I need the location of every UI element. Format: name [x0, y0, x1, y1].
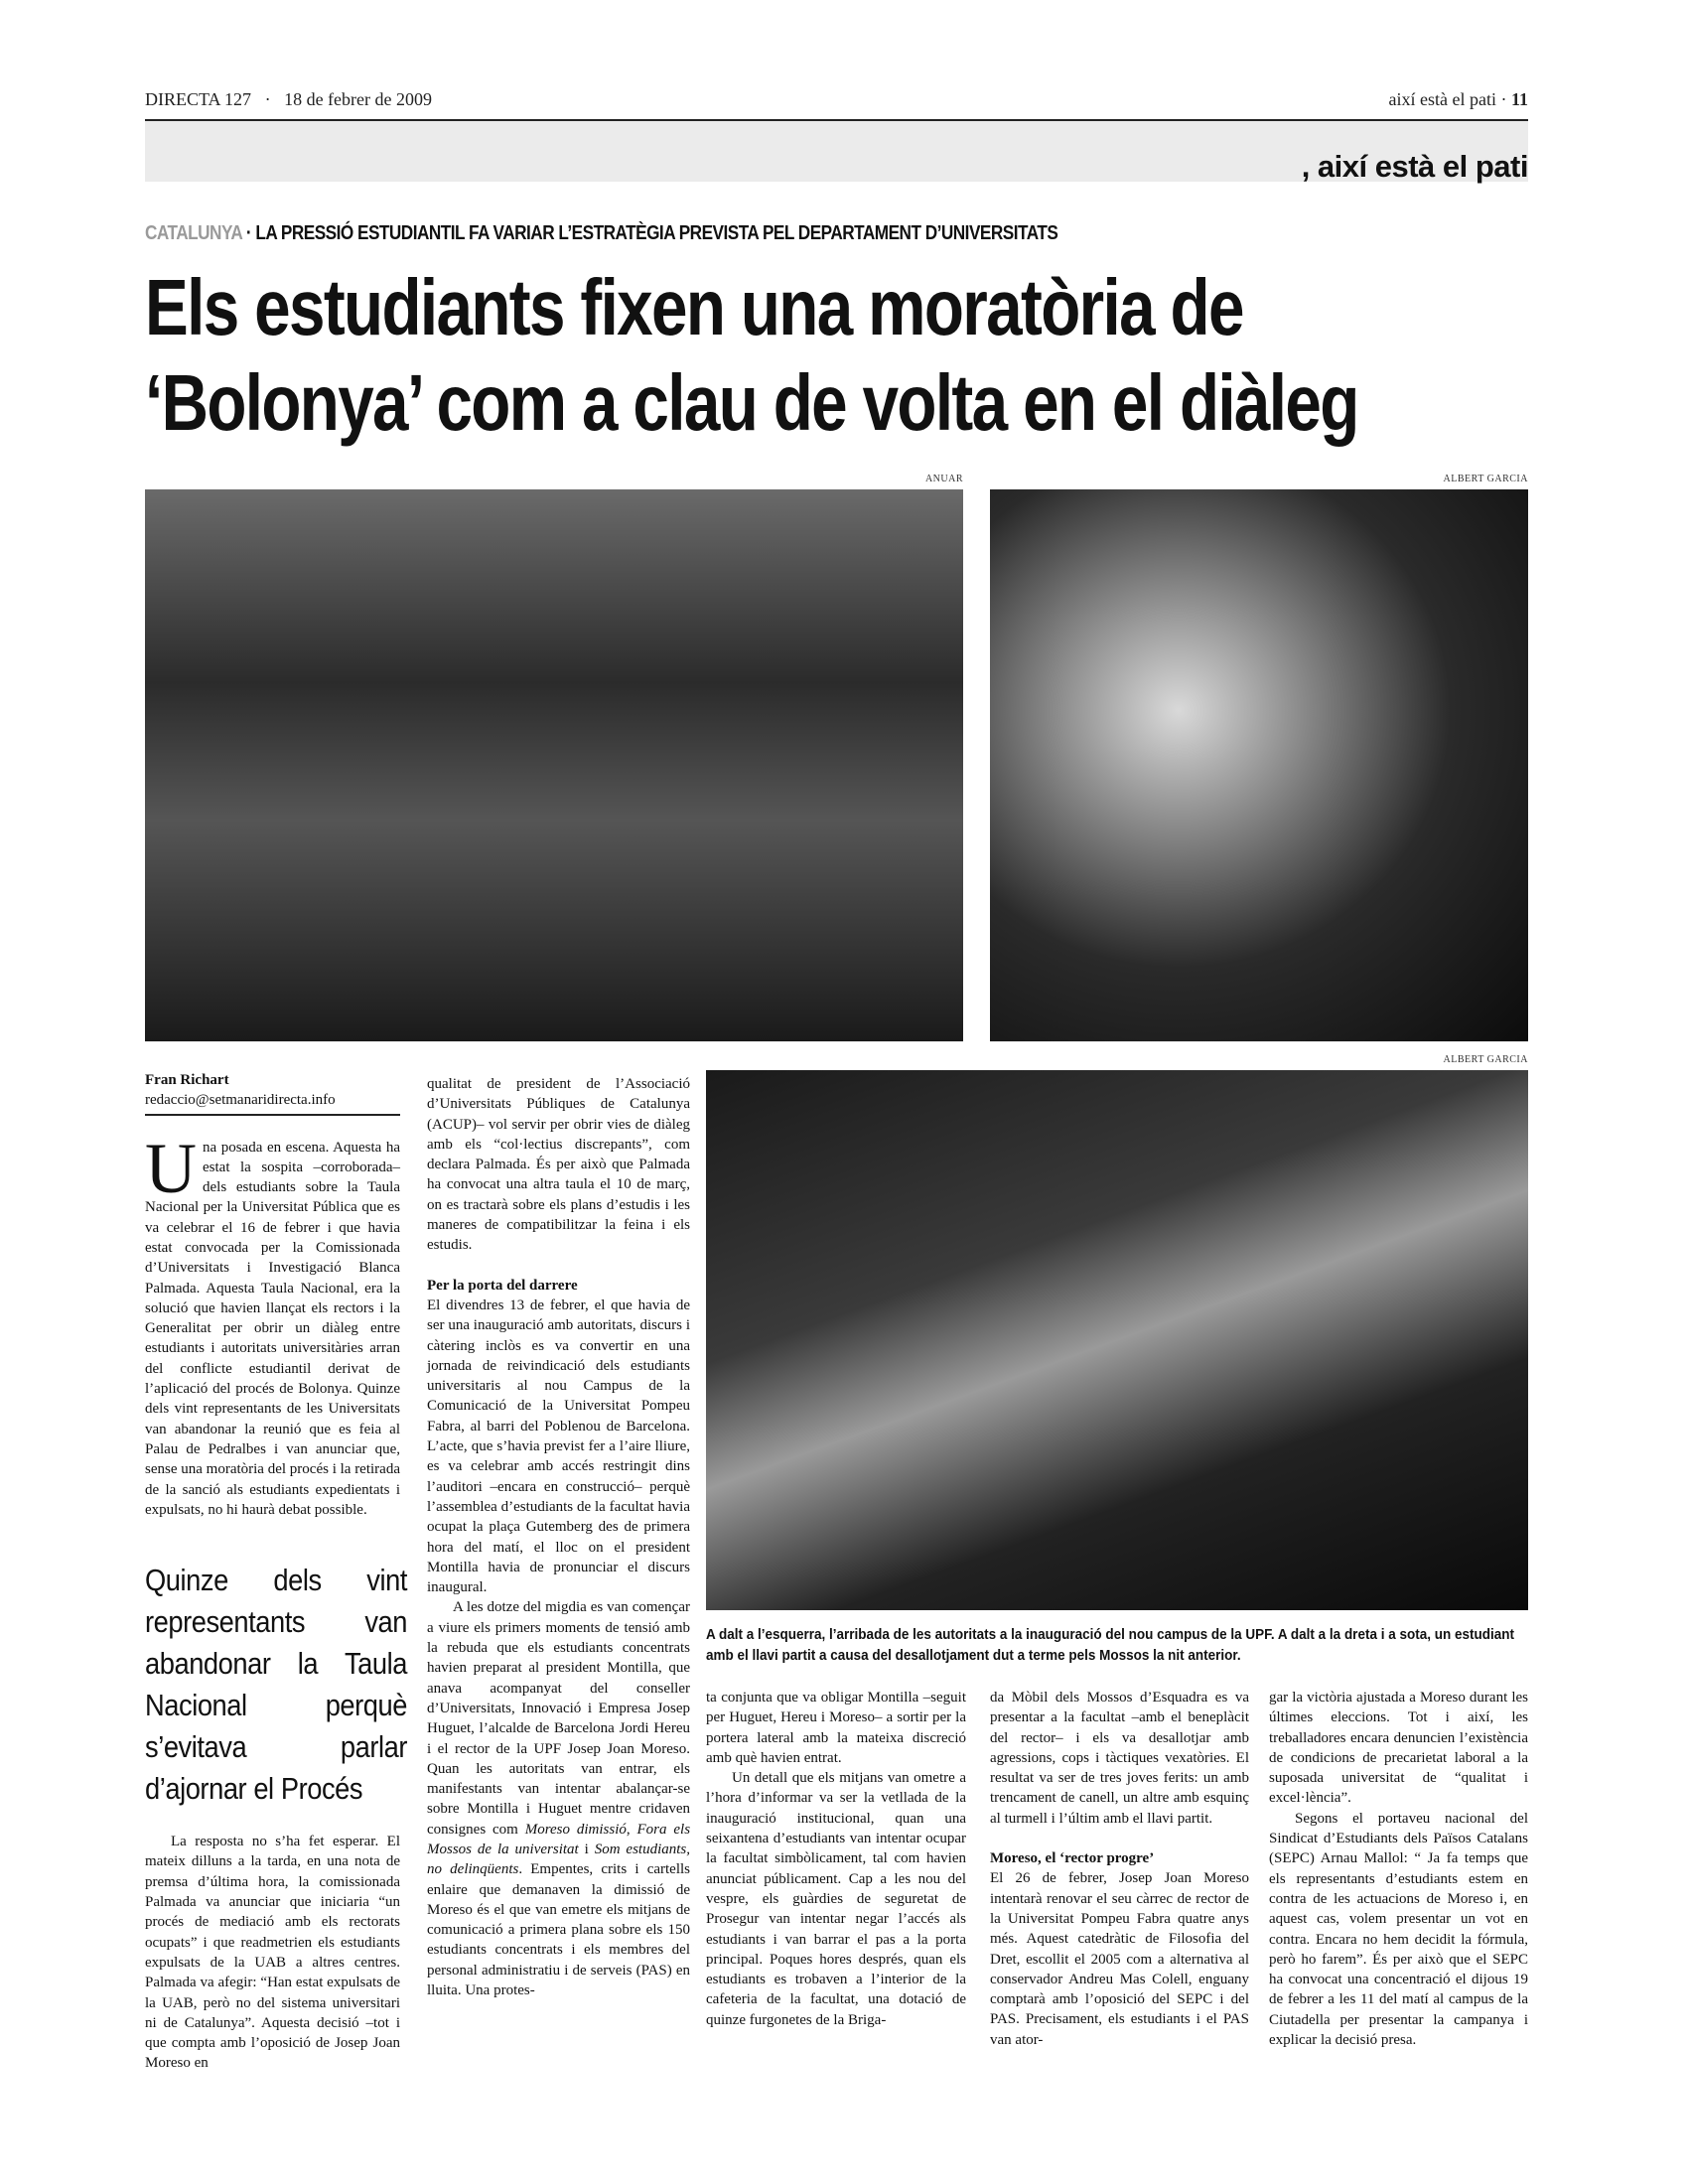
paragraph: El divendres 13 de febrer, el que havia de ser una inauguració amb autoritats, discurs i càtering inclòs es va convertir en una jornada de reivindicació dels estudiants universitaris al nou Campus de la Comunicació de la Universitat Pompeu Fabra, al barri del Poblenou de Barcelona. L’acte, que s’havia previst fer a l’aire lliure, es va celebrar amb accés restringit dins l’auditori –encara en construcció– perquè l’assemblea d’estudiants de la facultat havia ocupat la plaça Gutemberg des de primera hora del matí, el lloc on el president Montilla havia de pronunciar el discurs inaugural.	[427, 1297, 690, 1596]
byline-rule	[145, 1114, 400, 1116]
headline-line-2: ‘Bolonya’ com a clau de volta en el diàleg	[145, 358, 1358, 447]
byline	[145, 1070, 400, 1116]
author-name: Fran Richart	[145, 1072, 229, 1088]
photo-credit: ALBERT GARCIA	[1443, 474, 1528, 484]
paragraph: Un detall que els mitjans van ometre a l’hora d’informar va ser la vetllada de la inauguració institucional, quan una seixantena d’estudiants van intentar ocupar la facultat simbòlicament, tal com havien anunciat públicament. Cap a les nou del vespre, els guàrdies de seguretat de Prosegur van intentar negar l’accés als estudiants i van barrar el pas a la porta principal. Poques hores després, quan els estudiants es trobaven a l’interior de la cafeteria de la facultat, una dotació de quinze furgonetes de la Briga-	[706, 1770, 966, 2028]
photo-credit: ANUAR	[924, 474, 963, 484]
slogan: Moreso dimissió	[524, 1821, 627, 1838]
article-column-5	[1269, 1688, 1528, 2050]
section-banner: , així està el pati	[1301, 149, 1528, 184]
article-column-4	[990, 1688, 1249, 2050]
kicker	[145, 222, 1057, 245]
subheading: Per la porta del darrere	[427, 1277, 578, 1294]
text: i	[578, 1841, 595, 1857]
paragraph: da Mòbil dels Mossos d’Esquadra es va presentar a la facultat –amb el beneplàcit del rector– i els va desallotjar amb agressions, cops i tàctiques vexatòries. El resultat va ser de tres joves ferits: un amb trencament de canell, un altre amb esquinç al turmell i l’últim amb el llavi partit.	[990, 1690, 1249, 1827]
text: ,	[626, 1821, 637, 1838]
slogan: Fora els Mossos de la universitat	[427, 1821, 691, 1857]
running-header-right	[1389, 89, 1528, 110]
paragraph: La resposta no s’ha fet esperar. El mateix dilluns a la tarda, en una nota de premsa d’última hora, la comissionada Palmada va anunciar que iniciaria “un procés de mediació amb els rectorats ocupats” i que readmetrien els estudiants expulsats de la UAB a altres centres. Palmada va afegir: “Han estat expulsats de la UAB, però no del sistema universitari ni de Catalunya”. Aquesta decisió –tot i que compta amb l’oposició de Josep Joan Moreso en	[145, 1834, 400, 2072]
paragraph-text: na posada en escena. Aquesta ha estat la sospita –corroborada– dels estudiants sobre la Taula Nacional per la Universitat Pública que es va celebrar el 16 de febrer i que havia estat convocada per la Comissionada d’Universitats i Investigació Blanca Palmada. Aquesta Taula Nacional, era la solució que havien llançat els rectors i la Generalitat per obrir un diàleg entre estudiants i autoritats universitàries arran del conflicte estudiantil derivat de l’aplicació del procés de Bolonya. Quinze dels vint representants de les Universitats van abandonar la reunió que es feia al Palau de Pedralbes i van anunciar que, sense una moratòria del procés i la retirada de la sanció als estudiants expedientats i expulsats, no hi haurà debat possible.	[145, 1139, 400, 1518]
article-column-3	[706, 1688, 966, 2030]
text: . Empentes, crits i cartells enlaire que demanaven la dimissió de Moreso és el que van emetre els mitjans de comunicació a primera plana sobre els 150 estudiants concentrats i els membres del personal administratiu i de serveis (PAS) en lluita. Una protes-	[427, 1861, 691, 1999]
article-column-2	[427, 1074, 690, 2000]
paragraph: El 26 de febrer, Josep Joan Moreso intentarà renovar el seu càrrec de rector de la Universitat Pompeu Fabra quatre anys més. Aquest catedràtic de Filosofia del Dret, escollit el 2005 com a alternativa al conservador Andreu Mas Colell, enguany comptarà amb l’oposició del SEPC i del PAS. Precisament, els estudiants i el PAS van ator-	[990, 1870, 1249, 2048]
paragraph: ta conjunta que va obligar Montilla –seguit per Huguet, Hereu i Moreso– a sortir per la portera lateral amb la mateixa discreció amb què havien entrat.	[706, 1690, 966, 1766]
running-header-left	[145, 89, 432, 110]
paragraph: gar la victòria ajustada a Moreso durant les últimes eleccions. Tot i així, les treballadores encara denuncien l’existència de condicions de precarietat laboral a la suposada universitat de “qualitat i excel·lència”.	[1269, 1690, 1528, 1807]
paragraph	[427, 1597, 690, 2000]
photo-student-portrait	[990, 489, 1528, 1041]
pull-quote: Quinze dels vint representants van abandonar la Taula Nacional perquè s’evitava parlar d’ajornar el Procés	[145, 1563, 407, 1807]
paragraph: Segons el portaveu nacional del Sindicat d’Estudiants dels Països Catalans (SEPC) Arnau Mallol: “ Ja fa temps que els representants d’estudiants estem en contra de les actuacions de Moreso i, en aquest cas, volem presentar un vot en contra. Encara no hem decidit la fórmula, però ho farem”. És per això que el SEPC ha convocat una concentració el dijous 19 de febrer a les 11 del matí al campus de la Ciutadella per presentar la campanya i explicar la decisió presa.	[1269, 1810, 1528, 2049]
text: A les dotze del migdia es van començar a viure els primers moments de tensió amb la rebuda que els estudiants concentrats havien preparat al president Montilla, que anava acompanyat del conseller d’Universitats, Innovació i Empresa Josep Huguet, l’alcalde de Barcelona Jordi Hereu i el rector de la UPF Josep Joan Moreso. Quan les autoritats van entrar, els manifestants van intentar abalançar-se sobre Montilla i Huguet mentre cridaven consignes com	[427, 1599, 690, 1838]
kicker-category: CATALUNYA	[145, 222, 242, 244]
slogan: Som estudiants, no delinqüents	[427, 1841, 691, 1878]
page-number: 11	[1510, 89, 1528, 109]
section-name: així està el pati	[1388, 89, 1496, 109]
photo-authorities-arrival	[145, 489, 963, 1041]
separator: ·	[1500, 89, 1507, 109]
subheading: Moreso, el ‘rector progre’	[990, 1850, 1155, 1867]
publication-issue: DIRECTA 127	[145, 89, 252, 109]
author-email[interactable]: redaccio@setmanaridirecta.info	[145, 1092, 336, 1108]
headline	[145, 260, 1366, 451]
separator: ·	[264, 89, 271, 109]
article-column-1	[145, 1070, 407, 2074]
headline-line-1: Els estudiants fixen una moratòria de	[145, 263, 1243, 351]
kicker-separator: ·	[241, 222, 256, 244]
paragraph: qualitat de president de l’Associació d’Universitats Públiques de Catalunya (ACUP)– vol servir per obrir vies de diàleg amb els “col·lectius discrepants”, com declara Palmada. És per això que Palmada ha convocat una altra taula el 10 de març, on es tractarà sobre els plans d’estudis i les maneres de compatibilitzar la feina i els estudis.	[427, 1076, 690, 1254]
kicker-text: LA PRESSIÓ ESTUDIANTIL FA VARIAR L’ESTRATÈGIA PREVISTA PEL DEPARTAMENT D’UNIVERSITATS	[255, 222, 1058, 244]
paragraph	[145, 1128, 400, 1521]
drop-cap: U	[145, 1128, 197, 1208]
photo-police-night	[706, 1070, 1528, 1610]
photo-credit: ALBERT GARCIA	[1443, 1054, 1528, 1065]
photo-caption: A dalt a l’esquerra, l’arribada de les autoritats a la inauguració del nou campus de la UPF. A dalt a la dreta i a sota, un estudiant amb el llavi partit a causa del desallotjament dut a terme pels Mossos la nit anterior.	[706, 1626, 1514, 1664]
issue-date: 18 de febrer de 2009	[284, 89, 433, 109]
